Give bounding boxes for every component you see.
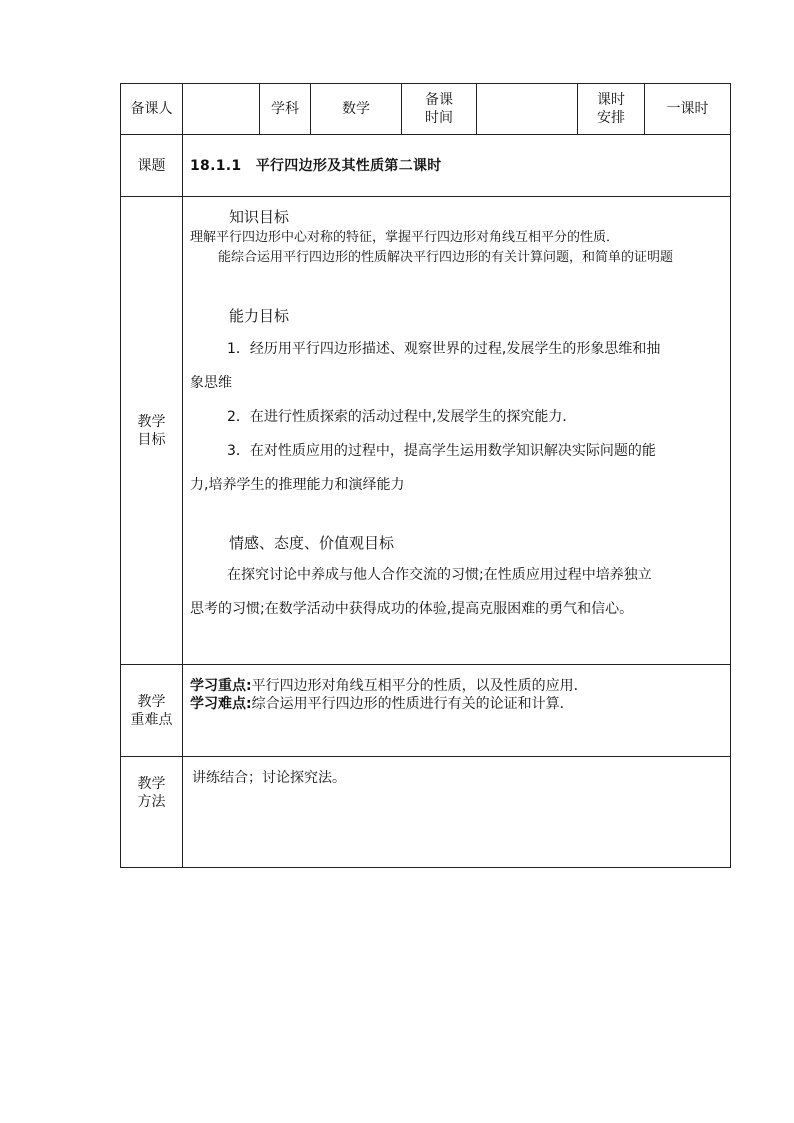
topic-value: 18.1.1 平行四边形及其性质第二课时 <box>183 135 731 197</box>
goals-content <box>183 197 731 665</box>
method-row <box>121 757 731 868</box>
knowledge-goal-title: 知识目标 <box>229 208 290 226</box>
ability-goal-1b: 象思维 <box>190 375 232 391</box>
emotion-goal-title: 情感、态度、价值观目标 <box>229 534 395 552</box>
difficulty-label: 学习难点: <box>190 696 252 712</box>
prep-time-label-line2: 时间 <box>425 110 453 126</box>
ability-goal-3b: 力,培养学生的推理能力和演绎能力 <box>190 477 405 493</box>
ability-goal-title: 能力目标 <box>229 307 290 325</box>
prep-time-value <box>477 84 578 135</box>
prep-time-label <box>402 84 477 135</box>
method-value: 讲练结合；讨论探究法。 <box>183 757 731 868</box>
schedule-value: 一课时 <box>645 84 731 135</box>
goals-label <box>121 197 183 665</box>
ability-goal-2: 2．在进行性质探索的活动过程中,发展学生的探究能力． <box>227 409 577 425</box>
goals-label-line1: 教学 <box>137 413 166 430</box>
topic-row <box>121 135 731 197</box>
focus-line <box>190 677 723 695</box>
key-points-label-line1: 教学 <box>137 693 166 710</box>
key-points-label <box>121 665 183 757</box>
topic-label: 课题 <box>121 135 183 197</box>
preparer-label: 备课人 <box>121 84 183 135</box>
difficulty-text: 综合运用平行四边形的性质进行有关的论证和计算． <box>251 696 574 712</box>
lesson-plan-table <box>120 83 731 868</box>
goals-label-line2: 目标 <box>137 431 166 448</box>
key-points-label-line2: 重难点 <box>130 711 173 728</box>
difficulty-line <box>190 695 723 713</box>
knowledge-goal-line-2: 能综合运用平行四边形的性质解决平行四边形的有关计算问题，和简单的证明题 <box>218 250 674 265</box>
key-points-row <box>121 665 731 757</box>
header-row <box>121 84 731 135</box>
preparer-value <box>183 84 260 135</box>
schedule-label-line2: 安排 <box>597 110 625 126</box>
focus-label: 学习重点: <box>190 678 252 694</box>
method-label-line2: 方法 <box>137 794 166 810</box>
emotion-goal-line-2: 思考的习惯;在数学活动中获得成功的体验,提高克服困难的勇气和信心。 <box>190 601 634 617</box>
method-label-line1: 教学 <box>137 776 166 792</box>
schedule-label <box>578 84 645 135</box>
subject-value: 数学 <box>311 84 402 135</box>
ability-goal-1a: 1．经历用平行四边形描述、观察世界的过程,发展学生的形象思维和抽 <box>227 341 661 357</box>
goals-row <box>121 197 731 665</box>
schedule-label-line1: 课时 <box>597 92 625 108</box>
key-points-content <box>183 665 731 757</box>
focus-text: 平行四边形对角线互相平分的性质，以及性质的应用． <box>251 678 588 694</box>
knowledge-goal-line-1: 理解平行四边形中心对称的特征，掌握平行四边形对角线互相平分的性质． <box>190 230 620 245</box>
method-label <box>121 757 183 868</box>
prep-time-label-line1: 备课 <box>425 92 453 108</box>
emotion-goal-line-1: 在探究讨论中养成与他人合作交流的习惯;在性质应用过程中培养独立 <box>227 567 652 583</box>
ability-goal-3a: 3．在对性质应用的过程中，提高学生运用数学知识解决实际问题的能 <box>227 443 656 459</box>
subject-label: 学科 <box>260 84 311 135</box>
